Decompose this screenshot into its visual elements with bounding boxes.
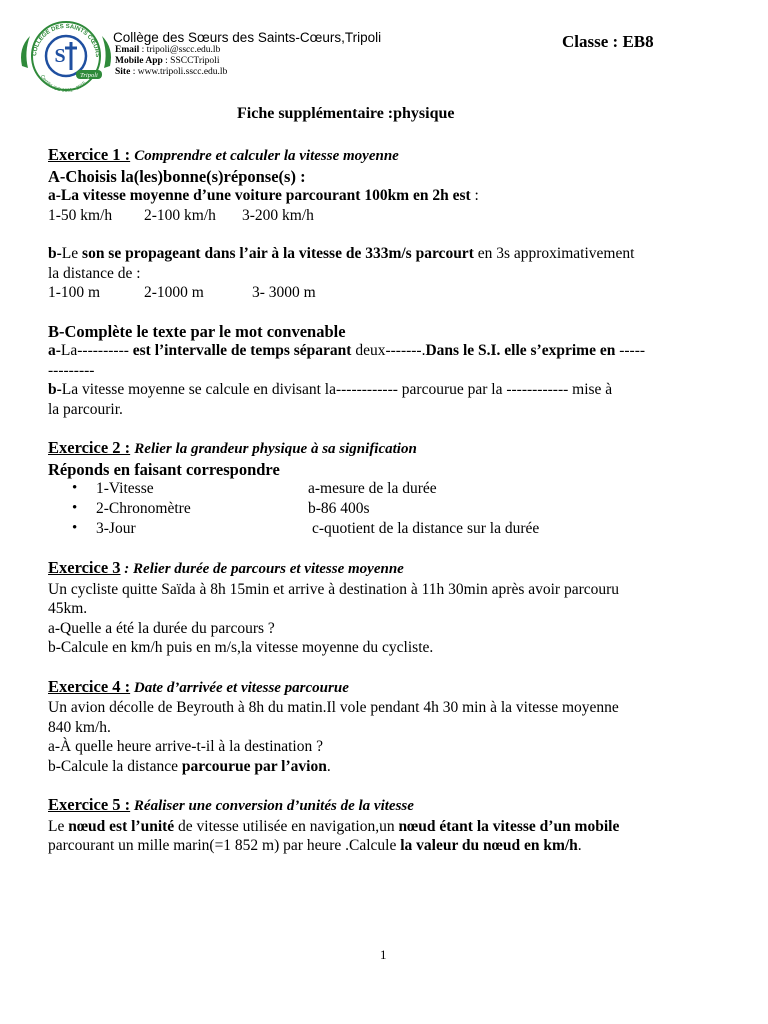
exercise-2-heading: Réponds en faisant correspondre bbox=[48, 459, 280, 479]
exercise-1-section-a: A-Choisis la(les)bonne(s)réponse(s) : bbox=[48, 166, 306, 186]
exercise-4-text: Un avion décolle de Beyrouth à 8h du matin.Il vole pendant 4h 30 min à la vitesse moyenne bbox=[48, 699, 619, 716]
exercise-1-fill-b: b-La vitesse moyenne se calcule en divisant la------------ parcourue par la ------------ mise à bbox=[48, 381, 613, 398]
contact-app: Mobile App : SSCCTripoli bbox=[115, 56, 220, 66]
list-item: • 1-Vitesse a-mesure de la durée bbox=[70, 479, 728, 499]
exercise-1-question-b-cont: la distance de : bbox=[48, 264, 141, 282]
exercise-1-fill-a-cont: --------- bbox=[48, 361, 95, 379]
exercise-1-title: Exercice 1 : Comprendre et calculer la vitesse moyenne bbox=[48, 145, 399, 164]
exercise-1-options-a: 1-50 km/h 2-100 km/h 3-200 km/h bbox=[48, 206, 314, 224]
exercise-3-question-b: b-Calcule en km/h puis en m/s,la vitesse moyenne du cycliste. bbox=[48, 639, 434, 656]
laurel-right-icon bbox=[102, 36, 111, 68]
school-name: Collège des Sœurs des Saints-Cœurs,Tripoli bbox=[113, 30, 382, 45]
exercise-3-title: Exercice 3 : Relier durée de parcours et vitesse moyenne bbox=[48, 558, 404, 577]
document-title: Fiche supplémentaire :physique bbox=[237, 105, 455, 122]
svg-text:S: S bbox=[54, 45, 66, 67]
exercise-1-section-b: B-Complète le texte par le mot convenable bbox=[48, 321, 346, 341]
exercise-4-text-cont: 840 km/h. bbox=[48, 718, 111, 736]
exercise-1-question-a: a-La vitesse moyenne d’une voiture parcourant 100km en 2h est : bbox=[48, 187, 479, 204]
contact-info bbox=[115, 45, 227, 78]
exercise-3-text: Un cycliste quitte Saïda à 8h 15min et arrive à destination à 11h 30min après avoir parcouru bbox=[48, 580, 620, 598]
list-item: • 3-Jour c-quotient de la distance sur la durée bbox=[70, 519, 728, 539]
exercise-3-text-cont: 45km. bbox=[48, 600, 88, 617]
class-label: Classe : EB8 bbox=[562, 32, 654, 51]
logo-top-text: COLLÈGE DES SAINTS CŒURS bbox=[32, 23, 101, 58]
contact-site: Site : www.tripoli.sscc.edu.lb bbox=[115, 67, 228, 77]
exercise-4-question-a: a-À quelle heure arrive-t-il à la destination ? bbox=[48, 738, 323, 755]
page-number: 1 bbox=[380, 947, 387, 962]
exercise-5-text: Le nœud est l’unité de vitesse utilisée en navigation,un nœud étant la vitesse d’un mobile bbox=[48, 817, 620, 835]
logo-city-text: Tripoli bbox=[80, 72, 98, 79]
exercise-4-question-b: b-Calcule la distance parcourue par l’avion. bbox=[48, 757, 331, 775]
exercise-1-fill-b-cont: la parcourir. bbox=[48, 400, 123, 418]
contact-email: Email : tripoli@sscc.edu.lb bbox=[115, 45, 221, 55]
list-item: • 2-Chronomètre b-86 400s bbox=[70, 499, 728, 519]
exercise-3-question-a: a-Quelle a été la durée du parcours ? bbox=[48, 619, 275, 637]
logo-bottom-text: Certifié ISO 9001 - 2015 bbox=[38, 74, 88, 94]
exercise-5-title: Exercice 5 : Réaliser une conversion d’unités de la vitesse bbox=[48, 795, 414, 814]
exercise-1-fill-a: a-La---------- est l’intervalle de temps séparant deux-------.Dans le S.I. elle s’exprime en ----- bbox=[48, 342, 646, 359]
exercise-1-options-b: 1-100 m 2-1000 m 3- 3000 m bbox=[48, 284, 316, 301]
exercise-5-text-cont: parcourant un mille marin(=1 852 m) par heure .Calcule la valeur du nœud en km/h. bbox=[48, 837, 582, 854]
exercise-4-title: Exercice 4 : Date d’arrivée et vitesse parcourue bbox=[48, 676, 349, 696]
exercise-2-title: Exercice 2 : Relier la grandeur physique à sa signification bbox=[48, 438, 417, 457]
exercise-1-question-b: b-Le son se propageant dans l’air à la vitesse de 333m/s parcourt en 3s approximativement bbox=[48, 245, 635, 262]
exercise-2-match-list bbox=[48, 479, 728, 539]
laurel-left-icon bbox=[21, 36, 30, 68]
school-logo bbox=[18, 18, 114, 94]
exercises bbox=[48, 145, 728, 856]
